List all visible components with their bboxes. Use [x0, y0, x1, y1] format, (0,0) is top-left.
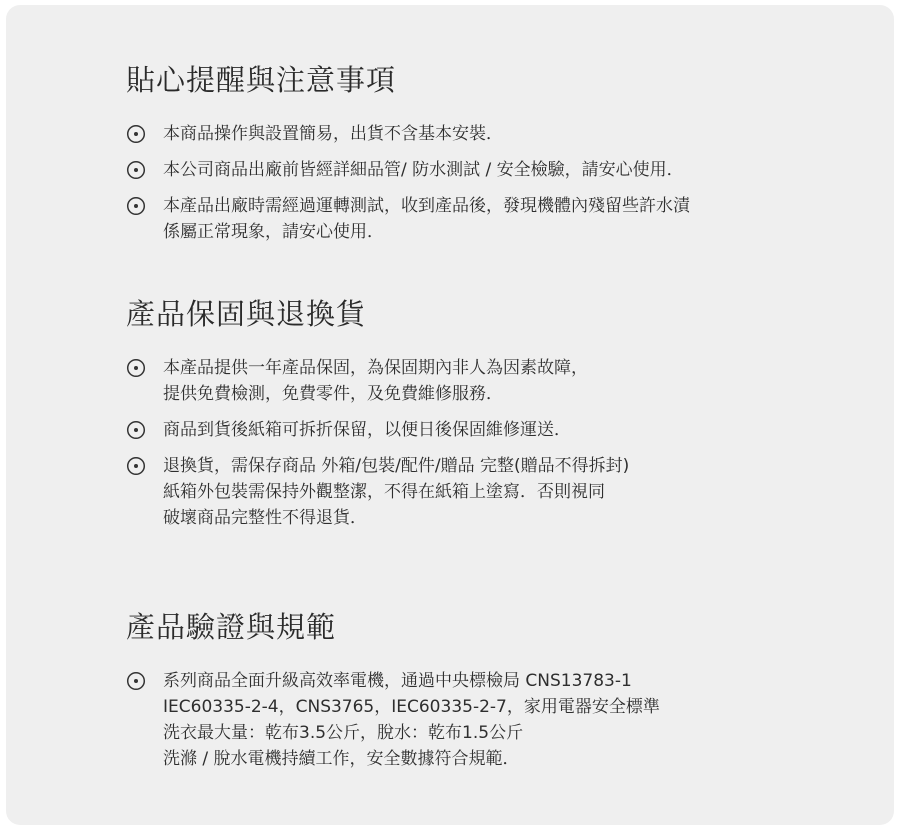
list-item	[126, 668, 846, 772]
list-item	[126, 453, 846, 531]
item-text: 退換貨，需保存商品 外箱/包裝/配件/贈品 完整(贈品不得拆封)	[163, 456, 630, 476]
item-text: 本商品操作與設置簡易，出貨不含基本安裝．	[163, 124, 503, 144]
circle-dot-icon	[126, 456, 146, 476]
list-item	[126, 157, 846, 183]
item-list	[126, 121, 846, 245]
section-reminders	[126, 61, 846, 255]
circle-dot-icon	[126, 671, 146, 691]
circle-dot-icon	[126, 124, 146, 144]
item-text: 紙箱外包裝需保持外觀整潔，不得在紙箱上塗寫．否則視同	[163, 482, 605, 502]
section-title: 產品驗證與規範	[126, 610, 337, 644]
item-list	[126, 355, 846, 531]
circle-dot-icon	[126, 358, 146, 378]
section-title: 產品保固與退換貨	[126, 297, 367, 331]
item-list	[126, 668, 846, 772]
item-text: 係屬正常現象，請安心使用．	[163, 222, 384, 242]
section-certification	[126, 608, 846, 782]
item-text: 洗滌 / 脫水電機持續工作，安全數據符合規範．	[163, 749, 520, 769]
item-text: IEC60335-2-4，CNS3765，IEC60335-2-7，家用電器安全標準	[163, 697, 660, 717]
info-card	[6, 5, 894, 825]
list-item	[126, 355, 846, 407]
circle-dot-icon	[126, 196, 146, 216]
circle-dot-icon	[126, 160, 146, 180]
item-text: 商品到貨後紙箱可拆折保留，以便日後保固維修運送．	[163, 420, 571, 440]
item-text: 本產品提供一年產品保固，為保固期內非人為因素故障，	[163, 358, 588, 378]
item-text: 本產品出廠時需經過運轉測試，收到產品後，發現機體內殘留些許水漬	[163, 196, 690, 216]
list-item	[126, 417, 846, 443]
item-text: 洗衣最大量：乾布3.5公斤，脫水：乾布1.5公斤	[163, 723, 524, 743]
list-item	[126, 193, 846, 245]
list-item	[126, 121, 846, 147]
section-warranty	[126, 295, 846, 541]
circle-dot-icon	[126, 420, 146, 440]
item-text: 本公司商品出廠前皆經詳細品管/ 防水測試 / 安全檢驗，請安心使用．	[163, 160, 684, 180]
item-text: 破壞商品完整性不得退貨．	[163, 508, 367, 528]
item-text: 系列商品全面升級高效率電機，通過中央標檢局 CNS13783-1	[163, 671, 632, 691]
item-text: 提供免費檢測，免費零件，及免費維修服務．	[163, 384, 503, 404]
section-title: 貼心提醒與注意事項	[126, 63, 397, 97]
